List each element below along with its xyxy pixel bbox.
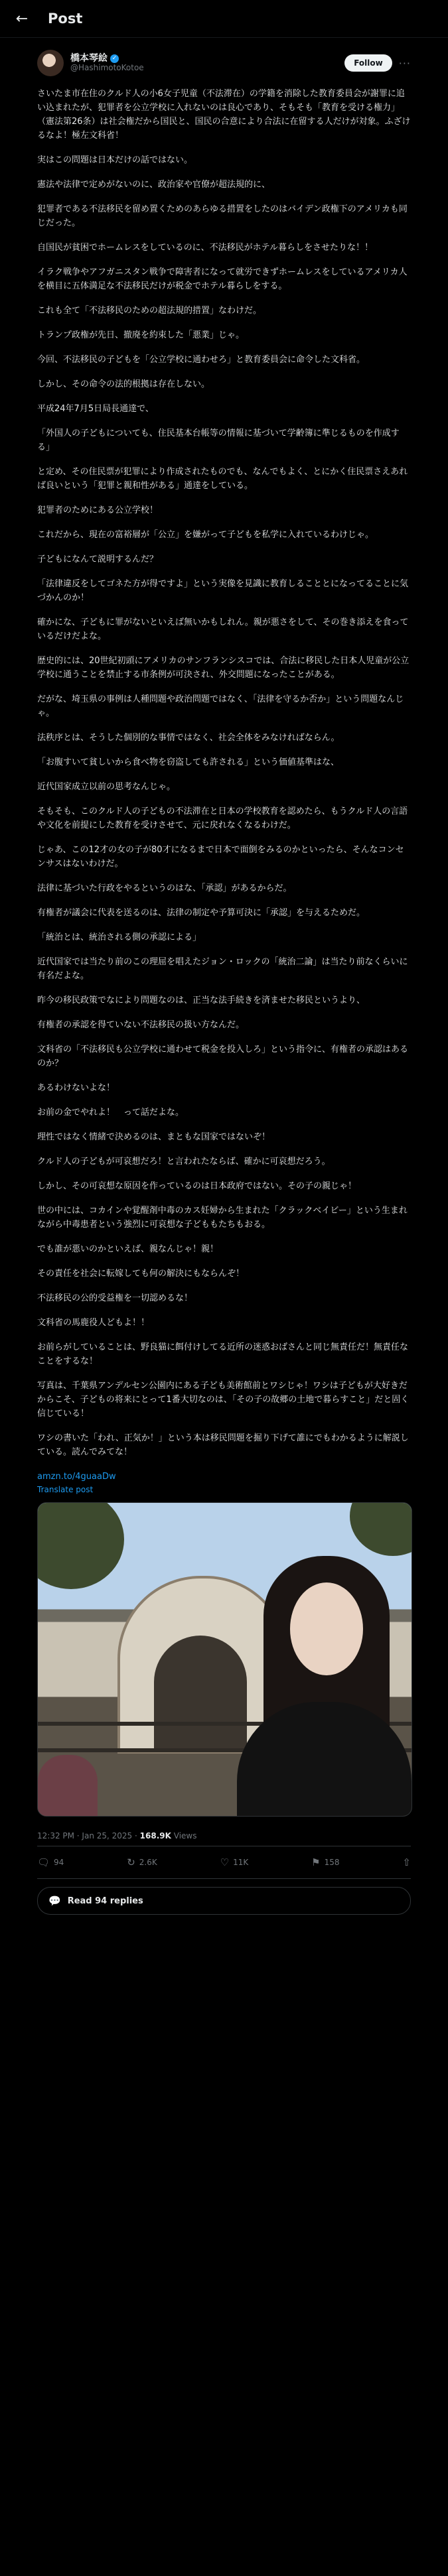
bookmark-button[interactable]: [311, 1856, 339, 1868]
bookmark-icon: ⚑: [311, 1856, 321, 1868]
page-title: Post: [48, 11, 83, 27]
post-paragraph: 昨今の移民政策でなにより問題なのは、正当な法手続きを済ませた移民というより、: [37, 996, 366, 1005]
read-replies-button[interactable]: [37, 1887, 411, 1915]
author-names: [70, 53, 344, 73]
post-paragraph: 犯罪者である不法移民を留め置くためのあらゆる措置をしたのはバイデン政権下のアメリカも同じだった。: [37, 204, 408, 228]
chat-bubble-icon: 💬: [48, 1895, 61, 1907]
author-name-text[interactable]: 橋本琴絵: [70, 53, 108, 64]
post-paragraph: 「お腹すいて貧しいから食べ物を窃盗しても許される」という価値基準はな、: [37, 757, 340, 767]
author-row: [37, 46, 411, 80]
post-paragraph: 法秩序とは、そうした個別的な事情ではなく、社会全体をみなければならん。: [37, 733, 340, 743]
like-icon: ♡: [220, 1856, 230, 1868]
action-bar: [37, 1846, 411, 1879]
post-paragraph: 憲法や法律で定めがないのに、政治家や官僚が超法規的に、: [37, 180, 271, 190]
photo-person-face: [290, 1582, 363, 1675]
post-paragraph: さいたま市在住のクルド人の小6女子児童（不法滞在）の学籍を消除した教育委員会が謝罪に追い込まれたが、犯罪者を公立学校に入れないのは良心であり、そもそも「教育を受ける権力」（憲法第26条）は社会権だから国民と、国民の合意により合法に在留する人だけが対象。ふざけるなよ！極左文科省！: [37, 89, 411, 141]
views-count: 168.9K: [139, 1831, 171, 1840]
like-count: 11K: [233, 1858, 249, 1867]
post-meta: [37, 1826, 411, 1846]
post-paragraph: 子どもになんて説明するんだ？: [37, 554, 159, 564]
avatar[interactable]: [37, 50, 64, 76]
views-label: Views: [173, 1831, 197, 1840]
post-paragraph: 実はこの問題は日本だけの話ではない。: [37, 155, 193, 165]
photo-child: [38, 1755, 98, 1817]
top-bar: [0, 0, 448, 38]
share-button[interactable]: [402, 1856, 411, 1868]
post-paragraph: 今回、不法移民の子どもを「公立学校に通わせろ」と教育委員会に命令した文科省。: [37, 355, 366, 365]
amazon-link[interactable]: amzn.to/4guaaDw: [37, 1472, 116, 1482]
share-icon: ⇧: [402, 1856, 411, 1868]
meta-separator: ·: [135, 1831, 137, 1840]
post-paragraph: 「外国人の子どもについても、住民基本台帳等の情報に基づいて学齢簿に準じるものを作成する」: [37, 428, 400, 452]
post-paragraph: 有権者の承認を得ていない不法移民の扱い方なんだ。: [37, 1020, 245, 1030]
post-paragraph: しかし、その可哀想な原因を作っているのは日本政府ではない。その子の親じゃ！: [37, 1181, 357, 1191]
photo-tree: [37, 1502, 124, 1589]
post-paragraph: ワシの書いた「われ、正気か！」という本は移民問題を掘り下げて誰にでもわかるように解説している。読んでみてな！: [37, 1433, 409, 1457]
post-paragraph: これだから、現在の富裕層が「公立」を嫌がって子どもを私学に入れているわけじゃ。: [37, 530, 374, 540]
back-arrow-icon[interactable]: ←: [15, 10, 29, 27]
bookmark-count: 158: [324, 1858, 340, 1867]
post-paragraph: トランプ政権が先日、撤廃を約束した「悪業」じゃ。: [37, 330, 245, 340]
post-paragraph: でも誰が悪いのかといえば、親なんじゃ！親！: [37, 1244, 219, 1254]
translate-post-link[interactable]: Translate post: [37, 1485, 94, 1494]
photo-arch-entrance: [154, 1636, 247, 1748]
author-handle[interactable]: @HashimotoKotoe: [70, 63, 144, 73]
verified-badge-icon: ✓: [110, 54, 119, 63]
post-paragraph: あるわけないよな！: [37, 1083, 115, 1093]
author-name[interactable]: [70, 53, 344, 64]
reply-count: 94: [54, 1858, 64, 1867]
more-icon[interactable]: ···: [398, 56, 411, 70]
post-paragraph: 確かにな、子どもに罪がないといえば無いかもしれん。親が悪さをして、その巻き添えを食っているだけだよな。: [37, 617, 409, 641]
post-paragraph: と定め、その住民票が犯罪により作成されたものでも、なんでもよく、とにかく住民票さえあれば良いという「犯罪と親和性がある」通達をしている。: [37, 467, 408, 491]
post-paragraph: 犯罪者のためにある公立学校！: [37, 505, 159, 515]
post-paragraph: だがな、埼玉県の事例は人種問題や政治問題ではなく、「法律を守るか否か」という問題なんじゃ。: [37, 694, 404, 718]
post-paragraph: 法律に基づいた行政をやるというのはな、「承認」があるからだ。: [37, 883, 292, 893]
post: [0, 38, 448, 1915]
photo-tree: [350, 1502, 412, 1556]
post-paragraph: じゃあ、この12才の女の子が80才になるまで日本で面倒をみるのかといったら、そんなコンセンサスはないわけだ。: [37, 845, 404, 869]
post-paragraph: 「法律違反をしてゴネた方が得ですよ」という実像を見識に教育しることとになってることに気づかんのか！: [37, 579, 409, 603]
post-time[interactable]: 12:32 PM · Jan 25, 2025: [37, 1831, 133, 1840]
post-paragraph: 平成24年7月5日局長通達で、: [37, 404, 154, 414]
post-paragraph: お前の金でやれよ！ って話だよな。: [37, 1108, 185, 1118]
reply-button[interactable]: [37, 1856, 64, 1868]
post-paragraph: そもそも、このクルド人の子どもの不法滞在と日本の学校教育を認めたら、もうクルド人の言語や文化を前提にした教育を受けさせて、元に戻れなくなるわけだ。: [37, 806, 408, 830]
post-paragraph: イラク戦争やアフガニスタン戦争で障害者になって就労できずホームレスをしているアメリカ人を横目に五体満足な不法移民だけが税金でホテル暮らしをする。: [37, 267, 408, 291]
reply-icon: 🗨: [37, 1856, 50, 1868]
post-photo[interactable]: [37, 1502, 412, 1817]
post-paragraph: 「統治とは、統治される側の承認による」: [37, 933, 202, 942]
follow-button[interactable]: Follow: [344, 54, 392, 72]
repost-button[interactable]: [127, 1856, 157, 1868]
link-line: [37, 1470, 411, 1484]
post-paragraph: お前らがしていることは、野良猫に餌付けしてる近所の迷惑おばさんと同じ無責任だ！無責任なことをするな！: [37, 1342, 409, 1366]
post-paragraph: これも全て「不法移民のための超法規的措置」なわけだ。: [37, 306, 262, 316]
like-button[interactable]: [220, 1856, 249, 1868]
repost-icon: ↻: [127, 1856, 135, 1868]
repost-count: 2.6K: [139, 1858, 157, 1867]
post-paragraph: しかし、その命令の法的根拠は存在しない。: [37, 379, 210, 389]
post-paragraph: 理性ではなく情緒で決めるのは、まともな国家ではないぞ！: [37, 1132, 271, 1142]
post-text: [37, 87, 411, 1459]
post-paragraph: 文科省の「不法移民も公立学校に通わせて税金を投入しろ」という指令に、有権者の承認はあるのか？: [37, 1045, 409, 1068]
post-paragraph: 自国民が貧困でホームレスをしているのに、不法移民がホテル暮らしをさせたりな！！: [37, 243, 373, 253]
post-paragraph: 世の中には、コカインや覚醒剤中毒のカス妊婦から生まれた「クラックベイビー」という生まれながら中毒患者という強烈に可哀想な子どももたちもおる。: [37, 1206, 408, 1230]
post-paragraph: 文科省の馬鹿役人どもよ！！: [37, 1318, 150, 1328]
post-paragraph: 有権者が議会に代表を送るのは、法律の制定や予算可決に「承認」を与えるためだ。: [37, 908, 366, 918]
post-paragraph: 不法移民の公的受益権を一切認めるな！: [37, 1293, 193, 1303]
post-paragraph: 歴史的には、20世紀初頭にアメリカのサンフランシスコでは、合法に移民した日本人児童が公立学校に通うことを禁止する市条例が可決され、外交問題になったことがある。: [37, 656, 410, 680]
post-paragraph: その責任を社会に転嫁しても何の解決にもならんぞ！: [37, 1269, 245, 1279]
post-paragraph: クルド人の子どもが可哀想だろ！と言われたならば、確かに可哀想だろう。: [37, 1157, 331, 1167]
post-paragraph: 近代国家成立以前の思考なんじゃ。: [37, 782, 176, 792]
post-paragraph: 近代国家では当たり前のこの理屈を唱えたジョン・ロックの「統治二論」は当たり前なくらいに有名だよな。: [37, 957, 408, 981]
read-replies-label: Read 94 replies: [67, 1896, 143, 1906]
post-paragraph: 写真は、千葉県アンデルセン公園内にある子ども美術館前とワシじゃ！ワシは子どもが大好きだからこそ、子どもの将来にとって1番大切なのは、「その子の故郷の土地で暮らすこと」だと固く信じている！: [37, 1381, 410, 1419]
